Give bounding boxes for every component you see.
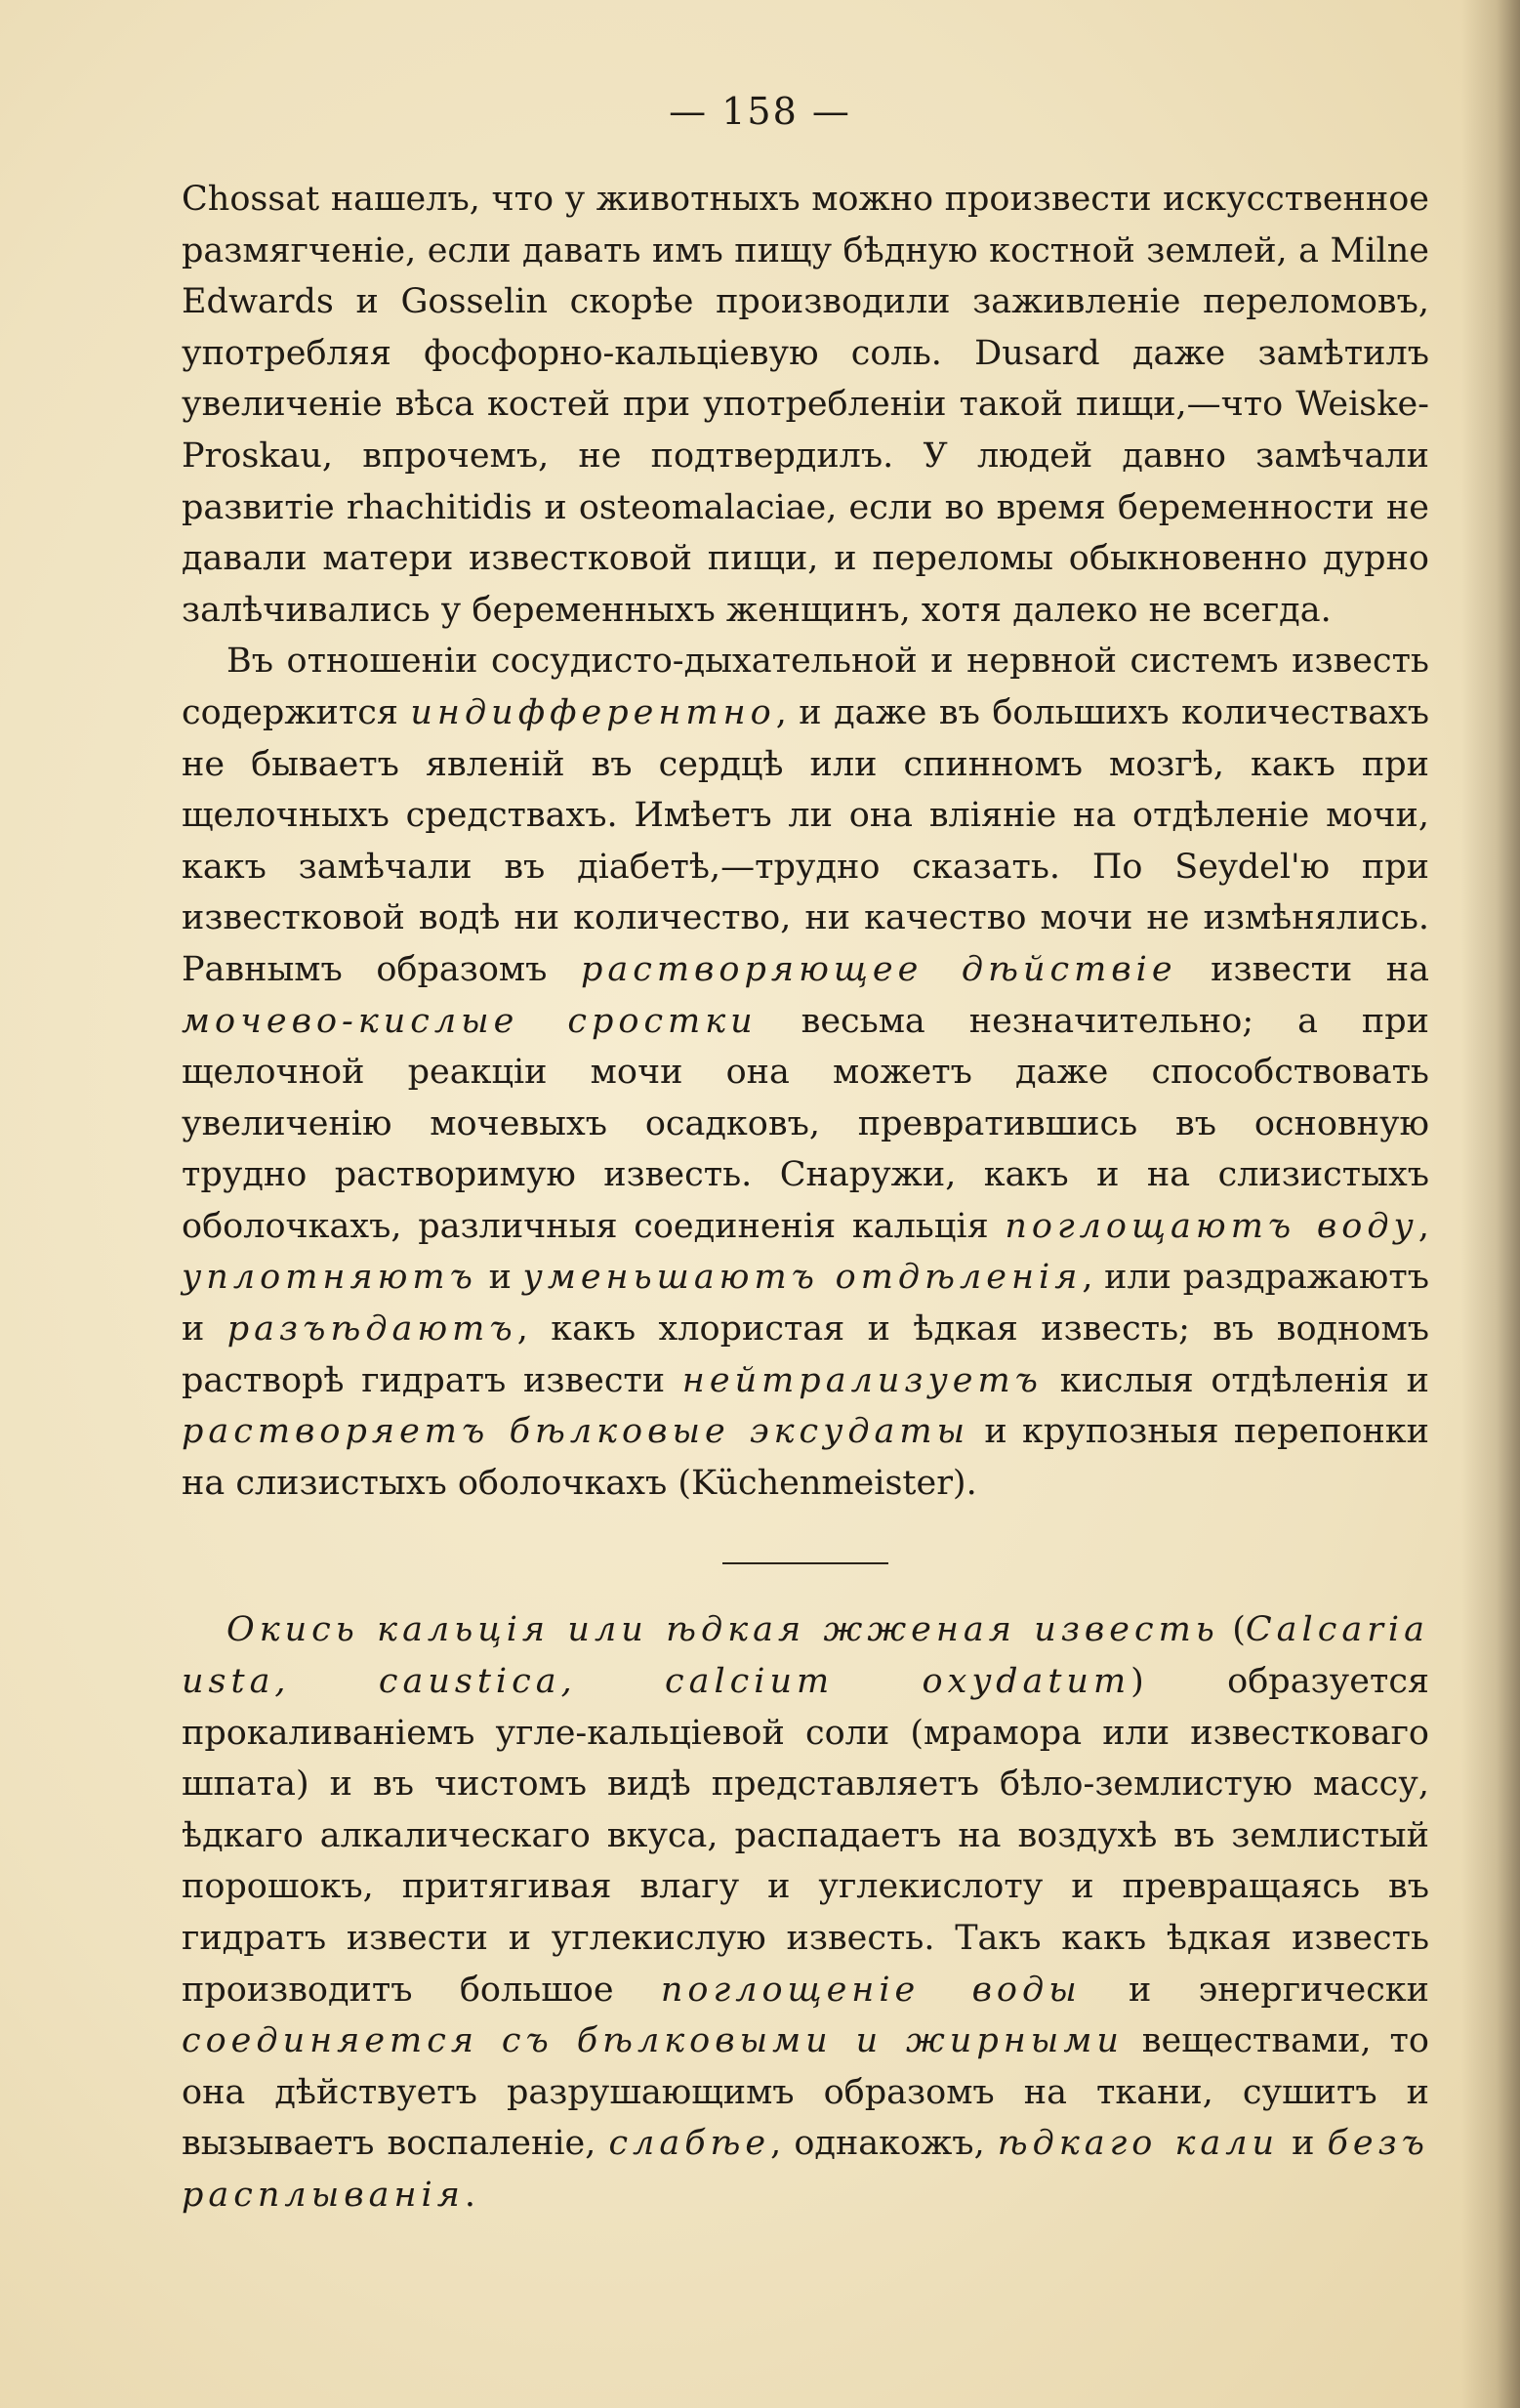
text-run: и крупозныя перепонки на слизистыхъ оболочкахъ (Küchenmeister). <box>182 1412 1430 1503</box>
emphasis-run: уменьшаютъ отдѣленія <box>522 1258 1083 1298</box>
body-text <box>182 174 1429 2221</box>
emphasis-run: растворяетъ бѣлковые эксудаты <box>182 1412 970 1452</box>
emphasis-run: слабѣе <box>608 2124 771 2164</box>
paragraph-1 <box>182 174 1429 636</box>
text-run: кислыя отдѣленія и <box>1043 1360 1429 1400</box>
emphasis-run: уплотняютъ <box>182 1258 477 1298</box>
binding-shadow <box>1461 0 1520 2408</box>
paragraph-1-text: Chossat нашелъ, что у животныхъ можно произвести искусственное размягченіе, если давать имъ пищу бѣдную костной землей, а Milne Edwards и Gosselin скорѣе производили заживленіе переломовъ, употребляя фосфорно-кальціевую соль. Dusard даже замѣтилъ увеличеніе вѣса костей при употребленіи такой пищи,—что Weiske-Proskau, впрочемъ, не подтвердилъ. У людей давно замѣчали развитіе rhachitidis и osteomalaciae, если во время беременности не давали матери известковой пищи, и переломы обыкновенно дурно залѣчивались у беременныхъ женщинъ, хотя далеко не всегда. <box>182 180 1429 630</box>
paragraph-2 <box>182 636 1429 1509</box>
emphasis-run: разъѣдаютъ <box>226 1309 517 1349</box>
text-run: и <box>476 1258 523 1298</box>
text-run: весьма незначительно; а при щелочной реакціи мочи она можетъ даже способствовать увеличенію мочевыхъ осадковъ, превратившись въ основную трудно растворимую известь. Снаружи, какъ и на слизистыхъ оболочкахъ, различныя соединенія кальція <box>182 1001 1429 1246</box>
text-run: ) образуется прокаливаніемъ угле-кальціевой соли (мрамора или известковаго шпата) и въ чистомъ видѣ представляетъ бѣло-землистую массу, ѣдкаго алкалическаго вкуса, распадаетъ на воздухѣ въ землистый порошокъ, притягивая влагу и углекислоту и превращаясь въ гидратъ извести и углекислую известь. Такъ какъ ѣдкая известь производитъ большое <box>182 1662 1429 2010</box>
page-number: — 158 — <box>669 90 851 133</box>
paragraph-3 <box>182 1604 1429 2221</box>
text-run: , или раздражаютъ и <box>182 1258 1429 1349</box>
text-run: и <box>1279 2124 1328 2164</box>
emphasis-run: поглощаютъ воду <box>1005 1206 1418 1246</box>
text-run: веществами, то она дѣйствуетъ разрушающимъ образомъ на ткани, сушитъ и вызываетъ воспаленіе, <box>182 2021 1429 2164</box>
emphasis-run: мочево-кислые сростки <box>182 1001 758 1041</box>
emphasis-run: нейтрализуетъ <box>681 1360 1044 1400</box>
emphasis-run: ѣдкаго кали <box>997 2124 1280 2164</box>
emphasis-run: безъ расплыванія <box>182 2124 1430 2215</box>
text-run: ( <box>1218 1610 1246 1650</box>
emphasis-run: индифферентно <box>410 692 776 732</box>
latin-names: Calcaria usta, caustica, calcium oxydatum <box>182 1610 1429 1702</box>
text-run: . <box>464 2175 476 2215</box>
emphasis-run: растворяющее дѣйствіе <box>580 949 1177 989</box>
emphasis-run: соединяется съ бѣлковыми и жирными <box>182 2021 1124 2061</box>
text-run: , и даже въ большихъ количествахъ не бываетъ явленій въ сердцѣ или спинномъ мозгѣ, какъ при щелочныхъ средствахъ. Имѣетъ ли она вліяніе на отдѣленіе мочи, какъ замѣчали въ діабетѣ,—трудно сказать. По Seydel'ю при известковой водѣ ни количество, ни качество мочи не измѣнялись. Равнымъ образомъ <box>182 692 1429 989</box>
text-run: , какъ хлористая и ѣдкая известь; въ водномъ растворѣ гидратъ извести <box>182 1309 1429 1400</box>
emphasis-run: поглощеніе воды <box>660 1970 1082 2010</box>
text-run: извести на <box>1176 949 1430 989</box>
text-run: Въ отношеніи сосудисто-дыхательной и нервной системъ известь содержится <box>182 642 1429 732</box>
text-run: и энергически <box>1081 1970 1430 2010</box>
text-run: , <box>1417 1206 1429 1246</box>
section-heading: Окись кальція или ѣдкая жженая известь <box>226 1610 1219 1650</box>
text-run: , однакожъ, <box>770 2124 998 2164</box>
section-divider <box>722 1562 888 1564</box>
